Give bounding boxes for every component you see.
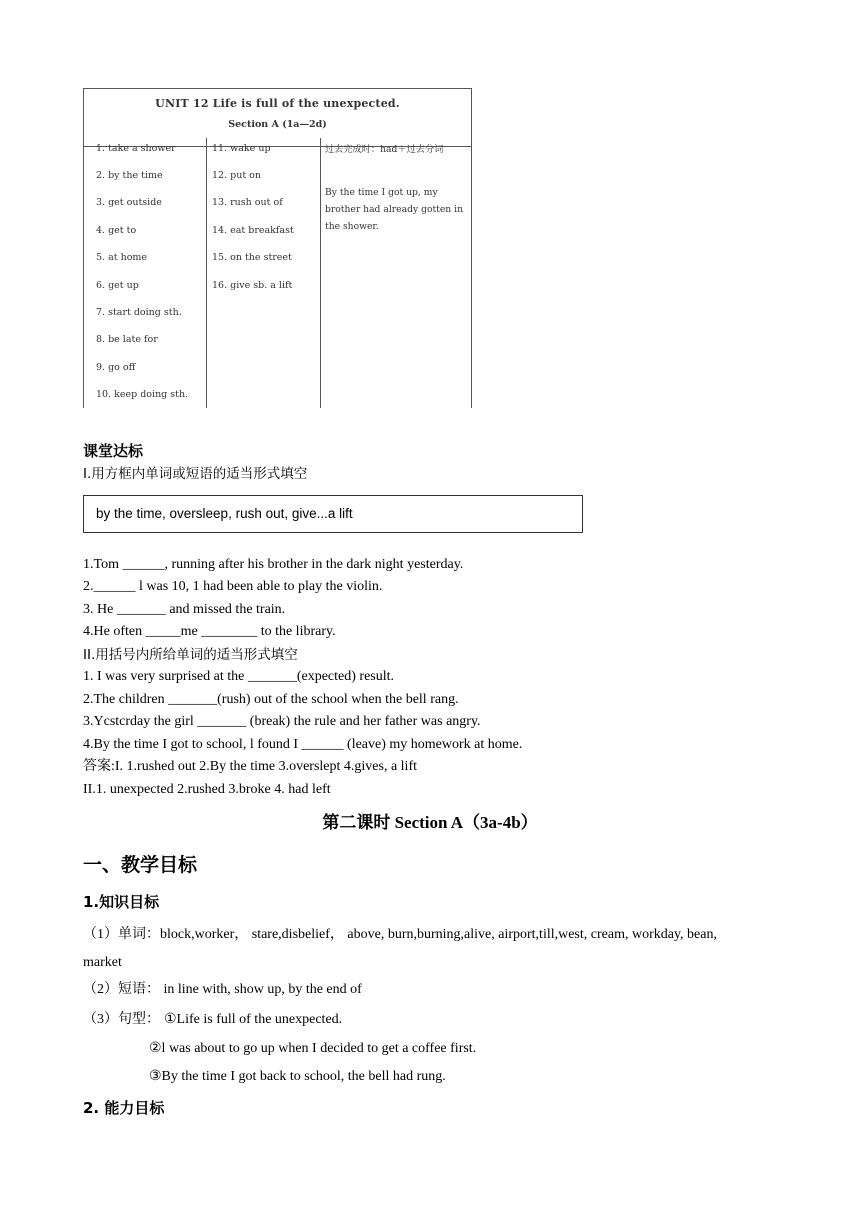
- part2-instruction: II.用括号内所给单词的适当形式填空: [83, 647, 298, 663]
- ability-heading: 2. 能力目标: [83, 1099, 165, 1117]
- grammar-column: [320, 138, 471, 408]
- part1-instruction: I.用方框内单词或短语的适当形式填空: [83, 466, 308, 482]
- phrase-item: 2. by the time: [96, 170, 163, 181]
- sentence-item: ③By the time I got back to school, the bell had rung.: [149, 1069, 446, 1084]
- part2-item: 1. I was very surprised at the _______(expected) result.: [83, 669, 395, 684]
- sentence-label: （3）句型：: [83, 1012, 160, 1027]
- unit-section: Section A (1a—2d): [228, 119, 327, 130]
- answers-line-1: 答案:I. 1.rushed out 2.By the time 3.overslept 4.gives, a lift: [83, 759, 418, 774]
- unit-title: UNIT 12 Life is full of the unexpected.: [155, 97, 400, 110]
- phrase-item: 6. get up: [96, 280, 139, 291]
- grammar-note: 过去完成时：had＋过去分词: [325, 144, 444, 155]
- part2-item: 4.By the time I got to school, l found I ______ (leave) my homework at home.: [83, 737, 523, 752]
- part1-item: 2.______ l was 10, 1 had been able to play the violin.: [83, 579, 383, 594]
- part2-item: 2.The children _______(rush) out of the school when the bell rang.: [83, 692, 459, 707]
- part1-item: 3. He _______ and missed the train.: [83, 602, 286, 617]
- sentence-item: ①Life is full of the unexpected.: [164, 1012, 343, 1027]
- phrase-item: 7. start doing sth.: [96, 307, 182, 318]
- phrase-item: 8. be late for: [96, 334, 158, 345]
- knowledge-heading: 1.知识目标: [83, 893, 160, 911]
- word-box: [83, 495, 583, 533]
- part2-item: 3.Ycstcrday the girl _______ (break) the rule and her father was angry.: [83, 714, 481, 729]
- phrase-item: 16. give sb. a lift: [212, 280, 293, 291]
- phrase-item: 10. keep doing sth.: [96, 389, 189, 400]
- goals-heading: 一、教学目标: [83, 854, 198, 876]
- phrase-column-2: [206, 138, 321, 408]
- sentence-item: ②l was about to go up when I decided to get a coffee first.: [149, 1041, 477, 1056]
- words-line-continued: market: [83, 955, 122, 970]
- phrase-item: 11. wake up: [212, 143, 271, 154]
- phrase-item: 13. rush out of: [212, 197, 283, 208]
- phrase-item: 12. put on: [212, 170, 262, 181]
- part1-item: 1.Tom ______, running after his brother in the dark night yesterday.: [83, 557, 464, 572]
- part1-item: 4.He often _____me ________ to the library.: [83, 624, 336, 639]
- answers-line-2: II.1. unexpected 2.rushed 3.broke 4. had left: [83, 782, 331, 797]
- phrase-item: 1. take a shower: [96, 143, 176, 154]
- phrase-item: 9. go off: [96, 362, 136, 373]
- grammar-example: By the time I got up, my brother had already gotten in the shower.: [325, 187, 464, 232]
- words-line: （1）单词：block,worker， stare,disbelief， above, burn,burning,alive, airport,till,west, cream, workday, bean,: [83, 927, 717, 942]
- word-box-text: by the time, oversleep, rush out, give...a lift: [96, 506, 353, 521]
- phrases-line: （2）短语： in line with, show up, by the end of: [83, 982, 362, 997]
- unit-vocabulary-table: [83, 88, 472, 408]
- phrase-item: 3. get outside: [96, 197, 162, 208]
- phrase-item: 5. at home: [96, 252, 148, 263]
- phrase-item: 14. eat breakfast: [212, 225, 294, 236]
- lesson-title: 第二课时 Section A（3a-4b）: [322, 813, 538, 832]
- practice-heading: 课堂达标: [83, 442, 144, 460]
- phrase-item: 15. on the street: [212, 252, 292, 263]
- phrase-item: 4. get to: [96, 225, 137, 236]
- phrase-column-1: [84, 138, 207, 408]
